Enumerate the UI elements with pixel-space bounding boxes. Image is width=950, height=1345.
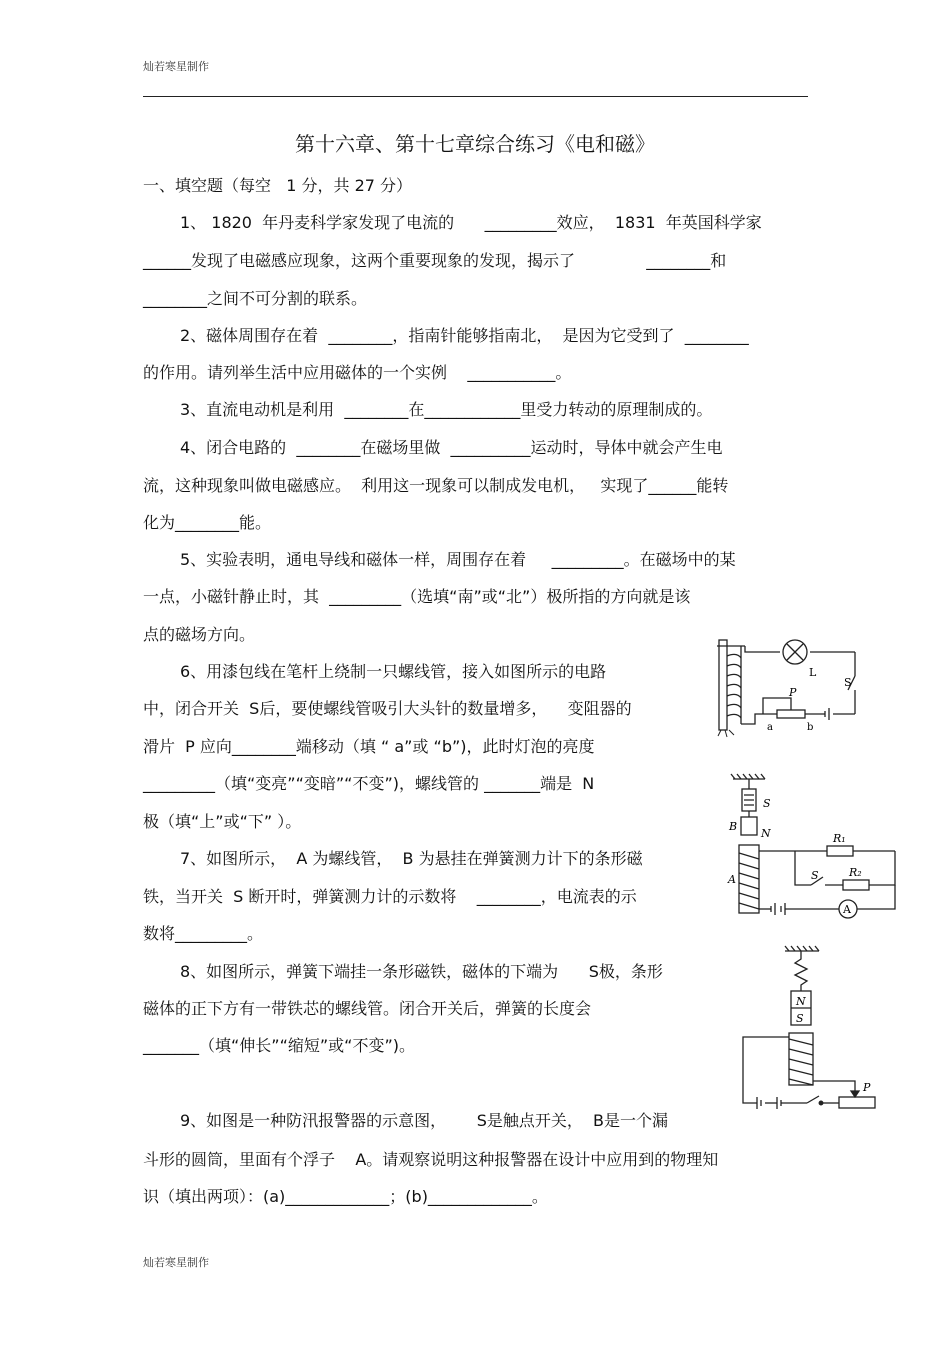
question-line: 铁，当开关 S 断开时，弹簧测力计的示数将 ________，电流表的示 xyxy=(143,887,637,906)
header-rule xyxy=(143,96,808,97)
fig7-label-r2: R₂ xyxy=(849,866,862,879)
fig8-label-south: S xyxy=(796,1012,804,1025)
figure-q8-circuit xyxy=(735,945,885,1115)
question-line: 5、实验表明，通电导线和磁体一样，周围存在着 _________。在磁场中的某 xyxy=(180,550,736,569)
figure-q7-circuit xyxy=(725,773,905,928)
fig7-label-r1: R₁ xyxy=(833,832,846,845)
fig6-label-switch: S xyxy=(844,676,852,689)
footer-watermark: 灿若寒星制作 xyxy=(143,1256,209,1269)
question-line: ______发现了电磁感应现象，这两个重要现象的发现，揭示了 ________和 xyxy=(143,251,727,270)
question-line: 识（填出两项）：(a)_____________；(b)_____________。 xyxy=(143,1187,548,1206)
question-line: 3、直流电动机是利用 ________在____________里受力转动的原理制成的。 xyxy=(180,400,713,419)
fig8-label-slider: P xyxy=(863,1081,871,1094)
ammeter-icon xyxy=(839,900,857,918)
question-line: 中，闭合开关 S后，要使螺线管吸引大头针的数量增多， 变阻器的 xyxy=(143,699,632,718)
question-line: 磁体的正下方有一带铁芯的螺线管。闭合开关后，弹簧的长度会 xyxy=(143,999,592,1018)
fig7-label-solenoid: A xyxy=(728,873,736,886)
question-line: 滑片 P 应向________端移动（填 “ a”或 “b”)，此时灯泡的亮度 xyxy=(143,737,595,756)
lamp-icon xyxy=(783,640,807,664)
fig6-label-slider: P xyxy=(789,686,797,699)
question-line: 斗形的圆筒，里面有个浮子 A。请观察说明这种报警器在设计中应用到的物理知 xyxy=(143,1150,719,1169)
question-line: 4、闭合电路的 ________在磁场里做 __________运动时，导体中就会产生电 xyxy=(180,438,723,457)
fig6-label-a: a xyxy=(767,722,773,733)
section-heading: 一、填空题（每空 1 分，共 27 分） xyxy=(143,176,413,195)
question-line: 一点，小磁针静止时，其 _________（选填“南”或“北”）极所指的方向就是该 xyxy=(143,587,691,606)
question-line: 化为________能。 xyxy=(143,513,272,532)
question-line: 8、如图所示，弹簧下端挂一条形磁铁，磁体的下端为 S极，条形 xyxy=(180,962,663,981)
question-line: 7、如图所示， A 为螺线管， B 为悬挂在弹簧测力计下的条形磁 xyxy=(180,849,643,868)
fig7-label-switch: S xyxy=(811,869,819,882)
question-line: 的作用。请列举生活中应用磁体的一个实例 ___________。 xyxy=(143,363,572,382)
fig6-label-lamp: L xyxy=(809,666,817,679)
question-line: 6、用漆包线在笔杆上绕制一只螺线管，接入如图所示的电路 xyxy=(180,662,607,681)
fig7-label-north: N xyxy=(761,827,771,840)
question-line: _______（填“伸长”“缩短”或“不变”)。 xyxy=(143,1036,415,1055)
question-line: 点的磁场方向。 xyxy=(143,625,256,644)
fig7-label-ammeter: A xyxy=(843,903,851,916)
fig7-label-spring: S xyxy=(763,797,771,810)
fig6-label-b: b xyxy=(807,722,814,733)
question-line: 流，这种现象叫做电磁感应。 利用这一现象可以制成发电机， 实现了______能转 xyxy=(143,476,729,495)
fig7-label-magnet: B xyxy=(729,820,738,833)
question-line: _________（填“变亮”“变暗”“不变”)，螺线管的 _______端是 N xyxy=(143,774,595,793)
question-line: 极（填“上”或“下” ）。 xyxy=(143,812,302,831)
question-line: 9、如图是一种防汛报警器的示意图， S是触点开关， B是一个漏 xyxy=(180,1111,669,1130)
fig8-label-north: N xyxy=(796,995,806,1008)
question-line: 1、 1820 年丹麦科学家发现了电流的 _________效应， 1831 年英国科学家 xyxy=(180,213,762,232)
question-line: ________之间不可分割的联系。 xyxy=(143,289,368,308)
question-line: 2、磁体周围存在着 ________，指南针能够指南北， 是因为它受到了 ________ xyxy=(180,326,749,345)
page-title: 第十六章、第十七章综合练习《电和磁》 xyxy=(295,132,655,156)
question-line: 数将_________。 xyxy=(143,924,264,943)
figure-q6-circuit xyxy=(705,628,865,748)
header-watermark: 灿若寒星制作 xyxy=(143,60,209,73)
